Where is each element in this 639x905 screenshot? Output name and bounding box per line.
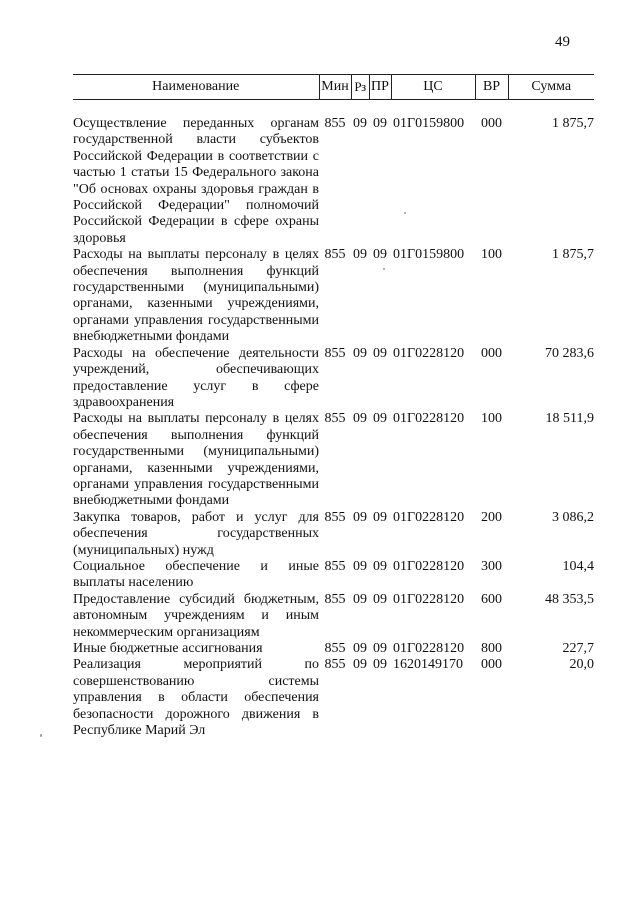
row-vr: 800 — [481, 641, 502, 656]
column-header-min: Мин — [319, 75, 351, 100]
row-pr: 09 — [373, 247, 387, 263]
row-vr: 300 — [481, 558, 502, 574]
row-cs: 01Г0228120 — [393, 641, 465, 656]
row-name: Закупка товаров, работ и услуг для обеспечения государственных (муниципальных) нужд — [73, 509, 319, 558]
row-vr: 000 — [481, 345, 502, 361]
row-sum: 3 086,2 — [552, 509, 594, 525]
row-min: 855 — [324, 247, 346, 263]
row-sum: 227,7 — [562, 641, 594, 656]
page-number: 49 — [555, 34, 570, 50]
table-row — [73, 247, 594, 345]
row-sum: 1 875,7 — [552, 116, 594, 131]
row-pr: 09 — [373, 558, 387, 574]
row-pr: 09 — [373, 345, 387, 361]
row-min: 855 — [324, 641, 346, 656]
row-rz: 09 — [353, 345, 367, 361]
row-vr: 600 — [481, 591, 502, 607]
row-min: 855 — [324, 345, 346, 361]
row-min: 855 — [324, 657, 346, 673]
row-rz: 09 — [353, 247, 367, 263]
row-name: Расходы на выплаты персоналу в целях обеспечения выполнения функций государственными (муниципальными) органами, казенными учреждениями, органами управления государственными внебюджетными фондами — [73, 411, 319, 509]
row-sum: 20,0 — [569, 657, 594, 673]
row-pr: 09 — [373, 509, 387, 525]
table-row — [73, 641, 594, 657]
scan-speck — [404, 212, 406, 214]
row-rz: 09 — [353, 411, 367, 427]
column-header-pr: ПР — [369, 75, 391, 100]
row-cs: 01Г0228120 — [393, 345, 465, 361]
row-vr: 200 — [481, 509, 502, 525]
row-cs: 01Г0228120 — [393, 411, 465, 427]
row-sum: 48 353,5 — [545, 591, 594, 607]
column-header-vr: ВР — [475, 75, 508, 100]
row-pr: 09 — [373, 411, 387, 427]
row-cs: 1620149170 — [393, 657, 463, 673]
column-header-cs: ЦС — [391, 75, 475, 100]
row-cs: 01Г0228120 — [393, 591, 465, 607]
row-pr: 09 — [373, 641, 387, 656]
row-rz: 09 — [353, 558, 367, 574]
row-rz: 09 — [353, 116, 367, 131]
row-vr: 100 — [481, 411, 502, 427]
row-name: Предоставление субсидий бюджетным, автономным учреждениям и иным некоммерческим организациям — [73, 591, 319, 640]
row-name: Расходы на обеспечение деятельности учреждений, обеспечивающих предоставление услуг в сфере здравоохранения — [73, 345, 319, 410]
row-pr: 09 — [373, 591, 387, 607]
table-row — [73, 346, 594, 412]
row-sum: 104,4 — [562, 558, 594, 574]
row-vr: 100 — [481, 247, 502, 263]
row-name: Расходы на выплаты персоналу в целях обеспечения выполнения функций государственными (муниципальными) органами, казенными учреждениями, органами управления государственными внебюджетными фондами — [73, 247, 319, 345]
row-cs: 01Г0228120 — [393, 558, 465, 574]
scan-speck — [383, 268, 385, 270]
column-header-rz: Рз — [351, 75, 369, 100]
table-row — [73, 657, 594, 739]
row-vr: 000 — [481, 116, 502, 131]
row-name: Иные бюджетные ассигнования — [73, 641, 263, 656]
budget-table — [73, 74, 594, 739]
row-name: Реализация мероприятий по совершенствованию системы управления в области обеспечения безопасности дорожного движения в Республике Марий Эл — [73, 657, 319, 739]
table-row — [73, 559, 594, 592]
row-name: Осуществление переданных органам государственной власти субъектов Российской Федерации в соответствии с частью 1 статьи 15 Федерального закона "Об основах охраны здоровья граждан в Российской Федерации" полномочий Российской Федерации в сфере охраны здоровья — [73, 116, 319, 246]
row-vr: 000 — [481, 657, 502, 673]
table-row — [73, 411, 594, 509]
row-sum: 1 875,7 — [552, 247, 594, 263]
row-sum: 18 511,9 — [545, 411, 594, 427]
row-rz: 09 — [353, 509, 367, 525]
row-min: 855 — [324, 116, 346, 131]
row-rz: 09 — [353, 641, 367, 656]
row-name: Социальное обеспечение и иные выплаты населению — [73, 558, 319, 591]
row-rz: 09 — [353, 591, 367, 607]
scan-speck — [40, 734, 42, 737]
row-cs: 01Г0228120 — [393, 509, 465, 525]
row-pr: 09 — [373, 657, 387, 673]
row-pr: 09 — [373, 116, 387, 131]
column-header-sum: Сумма — [508, 75, 594, 100]
row-cs: 01Г0159800 — [393, 247, 465, 263]
row-rz: 09 — [353, 657, 367, 673]
row-sum: 70 283,6 — [545, 345, 594, 361]
column-header-name: Наименование — [73, 75, 319, 100]
table-row — [73, 592, 594, 641]
row-min: 855 — [324, 411, 346, 427]
table-header-row — [73, 75, 594, 100]
row-min: 855 — [324, 509, 346, 525]
row-min: 855 — [324, 558, 346, 574]
row-min: 855 — [324, 591, 346, 607]
table-row — [73, 510, 594, 559]
row-cs: 01Г0159800 — [393, 116, 465, 131]
table-row — [73, 116, 594, 247]
